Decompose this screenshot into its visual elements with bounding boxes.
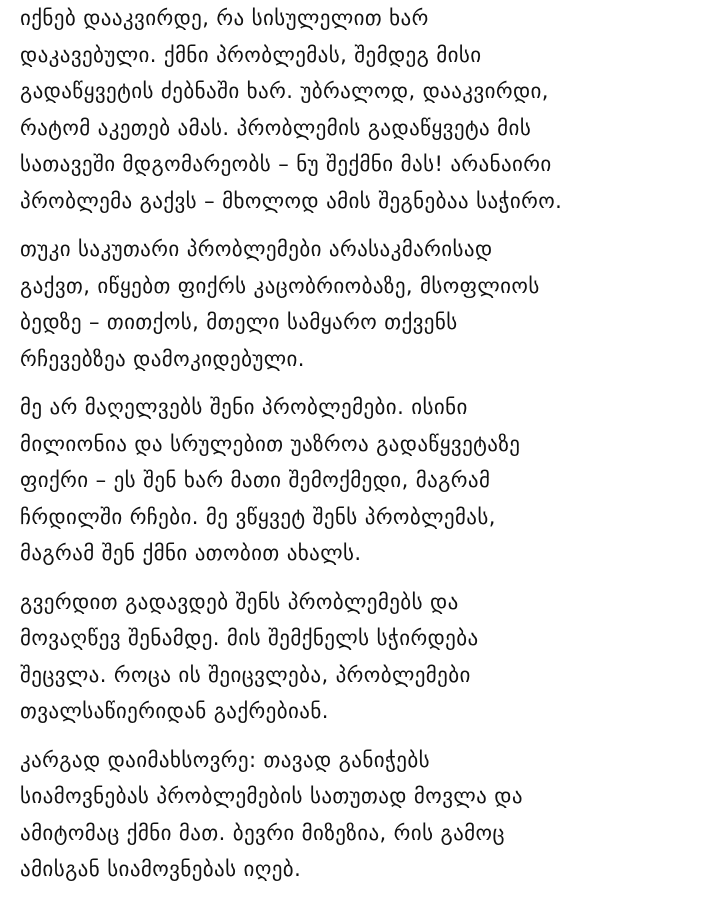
text-line: კარგად დაიმახსოვრე: თავად განიჭებს bbox=[20, 747, 430, 772]
text-line: სათავეში მდგომარეობს – ნუ შექმნი მას! არანაირი bbox=[20, 152, 552, 176]
text-line: თუკი საკუთარი პრობლემები არასაკმარისად bbox=[20, 237, 493, 261]
text-line: ამიტომაც ქმნი მათ. ბევრი მიზეზია, რის გამოც bbox=[20, 820, 505, 845]
paragraph-2 bbox=[20, 231, 710, 377]
text-line: გადაწყვეტის ძებნაში ხარ. უბრალოდ, დააკვირდი, bbox=[20, 79, 549, 103]
text-line: მილიონია და სრულებით უაზროა გადაწყვეტაზე bbox=[20, 431, 521, 456]
text-line: მე არ მაღელვებს შენი პრობლემები. ისინი bbox=[20, 395, 468, 419]
text-line: დაკავებული. ქმნი პრობლემას, შემდეგ მისი bbox=[20, 42, 482, 67]
paragraph-3 bbox=[20, 389, 710, 572]
paragraph-4 bbox=[20, 584, 710, 730]
text-line: გაქვთ, იწყებთ ფიქრს კაცობრიობაზე, მსოფლიოს bbox=[20, 273, 540, 298]
text-line: მოვაღწევ შენამდე. მის შემქნელს სჭირდება bbox=[20, 626, 479, 650]
paragraph-1 bbox=[20, 0, 710, 219]
text-line: პრობლემა გაქვს – მხოლოდ ამის შეგნებაა საჭირო. bbox=[20, 188, 563, 213]
text-line: რჩევებზეა დამოკიდებული. bbox=[20, 346, 305, 371]
text-line: შეცვლა. როცა ის შეიცვლება, პრობლემები bbox=[20, 662, 471, 687]
text-line: გვერდით გადავდებ შენს პრობლემებს და bbox=[20, 589, 459, 614]
text-line: ფიქრი – ეს შენ ხარ მათი შემოქმედი, მაგრამ bbox=[20, 468, 491, 492]
document-body bbox=[20, 0, 710, 900]
paragraph-5 bbox=[20, 742, 710, 888]
text-line: მაგრამ შენ ქმნი ათობით ახალს. bbox=[20, 541, 362, 565]
text-line: იქნებ დააკვირდე, რა სისულელით ხარ bbox=[20, 6, 429, 30]
text-line: სიამოვნებას პრობლემების სათუთად მოვლა და bbox=[20, 784, 523, 808]
text-line: თვალსაწიერიდან გაქრებიან. bbox=[20, 699, 329, 723]
text-line: ბედზე – თითქოს, მთელი სამყარო თქვენს bbox=[20, 310, 458, 334]
text-line: ჩრდილში რჩები. მე ვწყვეტ შენს პრობლემას, bbox=[20, 504, 496, 529]
text-line: რატომ აკეთებ ამას. პრობლემის გადაწყვეტა მის bbox=[20, 115, 532, 140]
text-line: ამისგან სიამოვნებას იღებ. bbox=[20, 857, 302, 881]
